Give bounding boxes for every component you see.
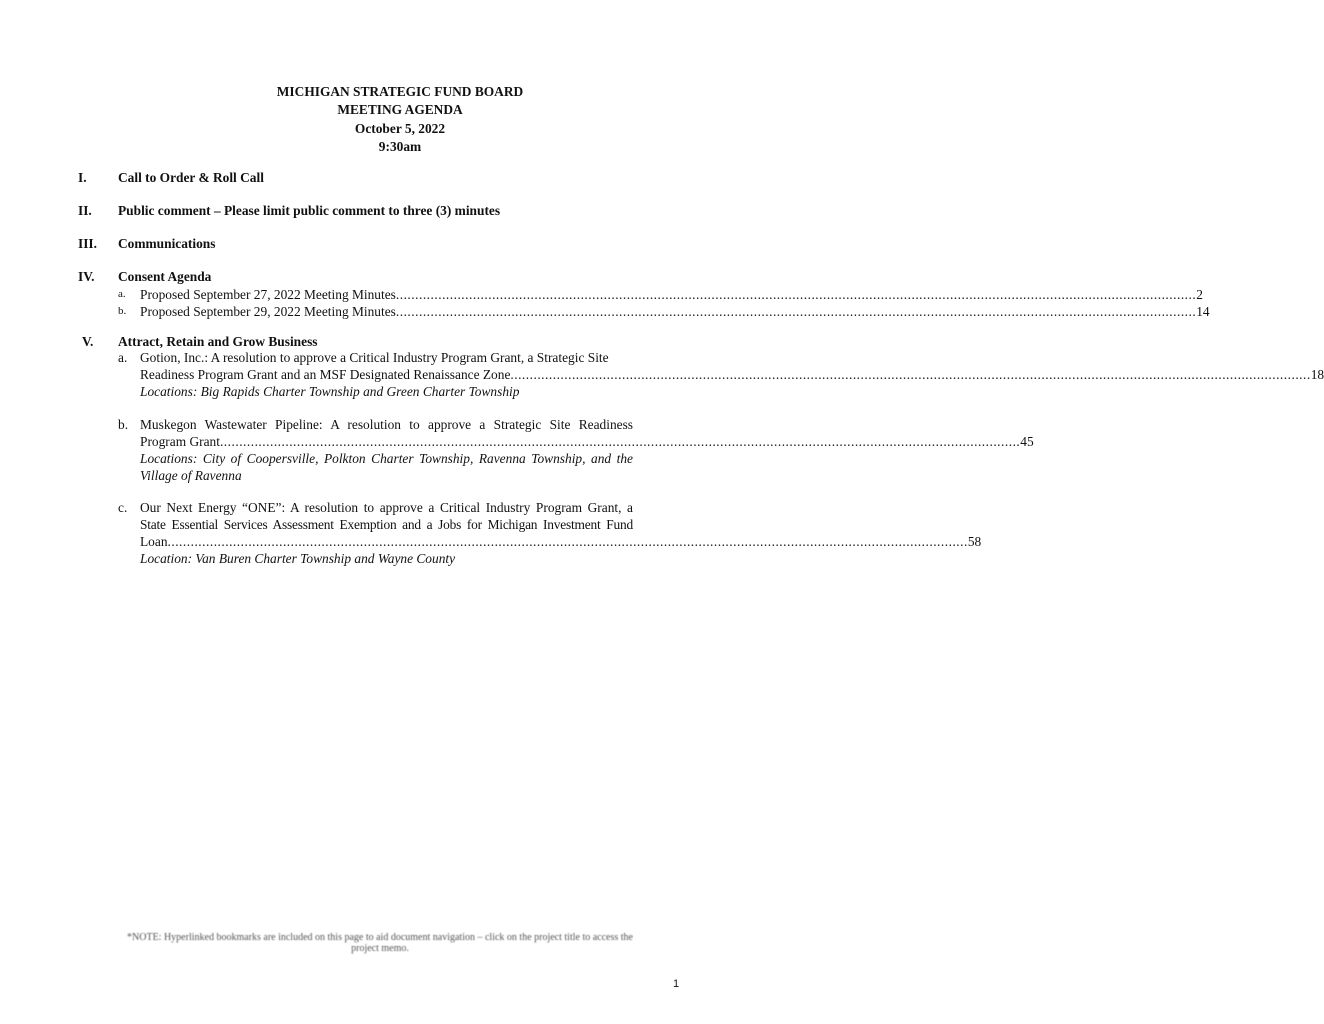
section-title: Call to Order & Roll Call xyxy=(118,170,264,185)
item-page: 58 xyxy=(967,534,982,549)
item-page: 14 xyxy=(1196,304,1210,319)
title-org: MICHIGAN STRATEGIC FUND BOARD xyxy=(276,84,524,99)
item-location: Locations: Big Rapids Charter Township and Green Charter Township xyxy=(140,384,520,399)
agenda-item-link[interactable] xyxy=(118,303,1210,320)
item-location: Village of Ravenna xyxy=(140,468,242,483)
agenda-item-link[interactable] xyxy=(140,533,982,550)
item-text: Proposed September 27, 2022 Meeting Minutes xyxy=(140,287,396,302)
agenda-title xyxy=(0,83,800,156)
item-page: 2 xyxy=(1196,287,1203,302)
page-number: 1 xyxy=(673,978,680,990)
agenda-item-link[interactable] xyxy=(118,499,633,516)
dot-leader xyxy=(168,533,968,550)
item-text: Muskegon Wastewater Pipeline: A resolution to approve a Strategic Site Readiness xyxy=(140,417,633,432)
title-doc: MEETING AGENDA xyxy=(337,102,463,118)
item-text: Program Grant xyxy=(140,434,220,449)
section-number: II. xyxy=(78,203,92,218)
item-page: 18 xyxy=(1310,367,1324,382)
section-title: Communications xyxy=(118,236,216,251)
item-letter: a. xyxy=(118,288,126,300)
item-text: State Essential Services Assessment Exemption and a Jobs for Michigan Investment Fund xyxy=(140,517,633,532)
dot-leader xyxy=(220,433,1020,450)
item-text: Gotion, Inc.: A resolution to approve a Critical Industry Program Grant, a Strategic Site xyxy=(140,350,609,365)
item-location: Location: Van Buren Charter Township and Wayne County xyxy=(140,551,456,566)
dot-leader xyxy=(510,366,1310,383)
agenda-item-link[interactable] xyxy=(140,366,1324,383)
item-letter: c. xyxy=(118,500,128,515)
section-title: Attract, Retain and Grow Business xyxy=(118,334,318,349)
agenda-item-link[interactable] xyxy=(140,433,1034,450)
item-text: Loan xyxy=(140,534,168,549)
title-time: 9:30am xyxy=(378,138,422,154)
section-title: Public comment – Please limit public comment to three (3) minutes xyxy=(118,203,501,218)
item-location: Locations: City of Coopersville, Polkton Charter Township, Ravenna Township, and the xyxy=(140,451,633,466)
agenda-item-link[interactable] xyxy=(118,286,1203,303)
section-title: Consent Agenda xyxy=(118,269,212,284)
dot-leader xyxy=(396,286,1196,303)
item-letter: b. xyxy=(118,417,129,432)
item-letter: b. xyxy=(118,305,127,317)
item-page: 45 xyxy=(1020,434,1034,449)
section-number: V. xyxy=(82,334,94,349)
section-number: III. xyxy=(78,236,97,251)
agenda-item-link[interactable] xyxy=(118,349,633,366)
item-text: Readiness Program Grant and an MSF Designated Renaissance Zone xyxy=(140,367,511,382)
footer-note: *NOTE: Hyperlinked bookmarks are included on this page to aid document navigation – click on the project title to access the project memo. xyxy=(127,932,633,954)
item-letter: a. xyxy=(118,350,128,365)
section-number: I. xyxy=(78,170,87,185)
section-number: IV. xyxy=(78,269,95,284)
item-text: Proposed September 29, 2022 Meeting Minutes xyxy=(140,304,396,319)
agenda-item-link[interactable] xyxy=(118,416,633,433)
title-date: October 5, 2022 xyxy=(354,120,446,136)
item-text: Our Next Energy “ONE”: A resolution to approve a Critical Industry Program Grant, a xyxy=(140,500,633,515)
dot-leader xyxy=(396,303,1196,320)
